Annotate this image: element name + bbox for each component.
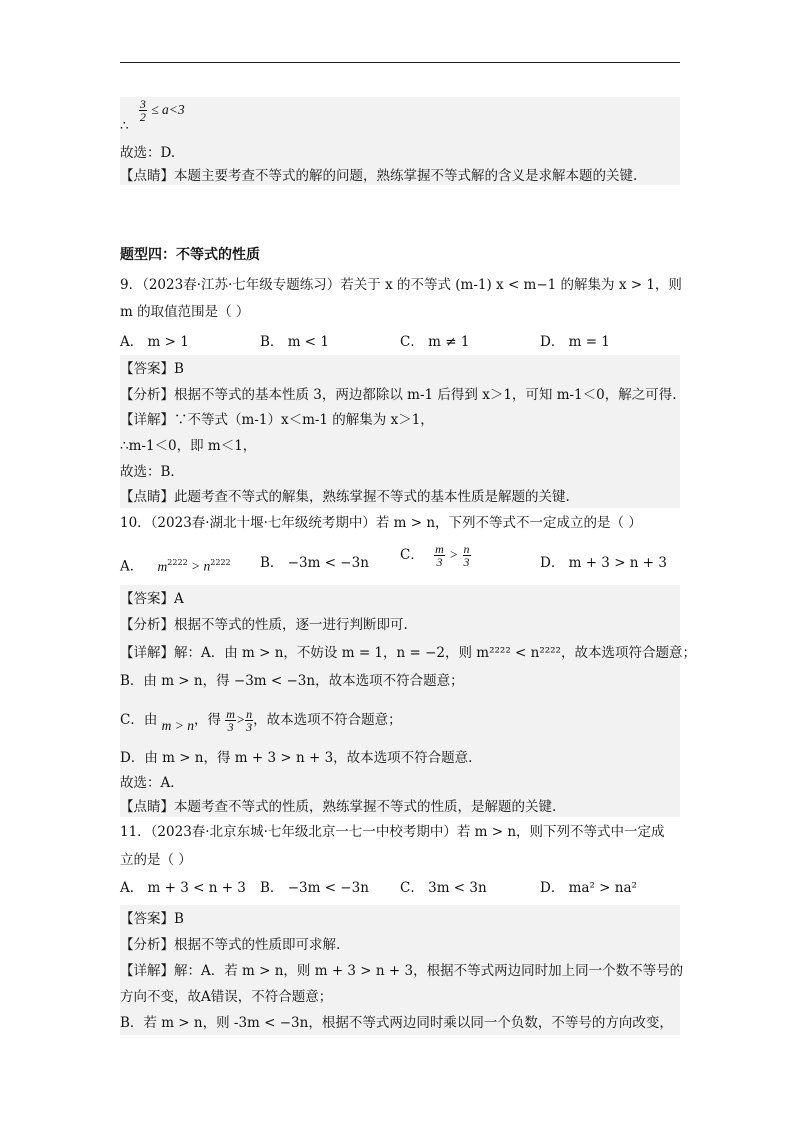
q10-option-c: C． $\frac{m}{3}$ > $\frac{n}{3}$: [400, 542, 470, 569]
q9-stem-line1: 9．（2023春·江苏·七年级专题练习）若关于 x 的不等式 (m-1) x < m−1 的解集为 x > 1，则: [120, 277, 682, 293]
q10-step-d: D．由 m > n，得 m + 3 > n + 3，故本选项不符合题意.: [120, 750, 473, 766]
q11-detail-line2: 方向不变，故A错误，不符合题意；: [120, 989, 333, 1005]
q11-option-b: B． −3m < −3n: [260, 880, 369, 896]
q9-stem-line2: m 的取值范围是（ ）: [120, 304, 250, 320]
section-title: 题型四：不等式的性质: [120, 247, 260, 263]
q10-analysis: 【分析】根据不等式的性质，逐一进行判断即可.: [120, 617, 408, 633]
q9-detail: 【详解】∵不等式（m-1）x＜m-1 的解集为 x＞1，: [120, 412, 434, 428]
range-result: ∴ $\frac{3}{2}$ ≤ a<3: [120, 97, 185, 134]
q10-option-a: A． $m^{2222} > n^{2222}$: [120, 558, 231, 575]
q9-solution-block: [120, 355, 680, 508]
therefore-symbol: ∴: [120, 118, 129, 134]
q11-option-c: C． 3m < 3n: [400, 880, 487, 896]
q11-stem-line2: 立的是（ ）: [120, 852, 192, 868]
q10-comment: 【点睛】本题考查不等式的性质，熟练掌握不等式的性质，是解题的关键.: [120, 799, 557, 815]
q10-answer: 【答案】A: [120, 591, 184, 607]
q11-detail-line1: 【详解】解：A．若 m > n，则 m + 3 > n + 3，根据不等式两边同时加上同一个数不等号的: [120, 963, 684, 979]
q11-stem-line1: 11．（2023春·北京东城·七年级北京一七一中校考期中）若 m > n，则下列不等式中一定成: [120, 824, 665, 840]
header-rule: [120, 62, 680, 63]
q9-analysis: 【分析】根据不等式的基本性质 3，两边都除以 m-1 后得到 x＞1，可知 m-1＜0，解之可得.: [120, 387, 677, 403]
q9-answer: 【答案】B: [120, 361, 184, 377]
q11-option-a: A． m + 3 < n + 3: [120, 880, 246, 896]
q11-analysis: 【分析】根据不等式的性质即可求解.: [120, 937, 341, 953]
q9-choose: 故选：B．: [120, 464, 184, 480]
q10-choose: 故选：A．: [120, 775, 184, 791]
q9-option-d: D． m = 1: [540, 334, 610, 350]
q10-step-c: C．由 m > n，得 $\frac{m}{3}$ > $\frac{n}{3}$ ，故本选项不符合题意；: [120, 707, 402, 734]
comment-line: 【点睛】本题主要考查不等式的解的问题，熟练掌握不等式解的含义是求解本题的关键.: [120, 168, 638, 184]
q10-option-b: B． −3m < −3n: [260, 555, 369, 571]
q9-option-b: B． m < 1: [260, 334, 329, 350]
q10-step-b: B．由 m > n，得 −3m < −3n，故本选项不符合题意；: [120, 673, 464, 689]
q11-option-d: D． ma² > na²: [540, 880, 637, 896]
q9-step: ∴m-1＜0，即 m＜1，: [120, 438, 257, 454]
fraction-three-halves: $\frac{3}{2}$: [139, 97, 146, 124]
q10-detail: 【详解】解：A．由 m > n，不妨设 m = 1，n = −2，则 m²²²² < n²²²²，故本选项符合题意；: [120, 645, 696, 661]
q10-option-d: D． m + 3 > n + 3: [540, 555, 667, 571]
q11-answer: 【答案】B: [120, 911, 184, 927]
q9-option-a: A． m > 1: [120, 334, 189, 350]
q10-stem: 10．（2023春·湖北十堰·七年级统考期中）若 m > n，下列不等式不一定成立的是（ ）: [120, 515, 642, 531]
q11-detail-line3: B．若 m > n，则 -3m < −3n，根据不等式两边同时乘以同一个负数，不等号的方向改变，: [120, 1015, 673, 1031]
q9-comment: 【点睛】此题考查不等式的解集，熟练掌握不等式的基本性质是解题的关键.: [120, 489, 570, 505]
q9-option-c: C． m ≠ 1: [400, 334, 470, 350]
choose-line: 故选：D.: [120, 145, 176, 161]
